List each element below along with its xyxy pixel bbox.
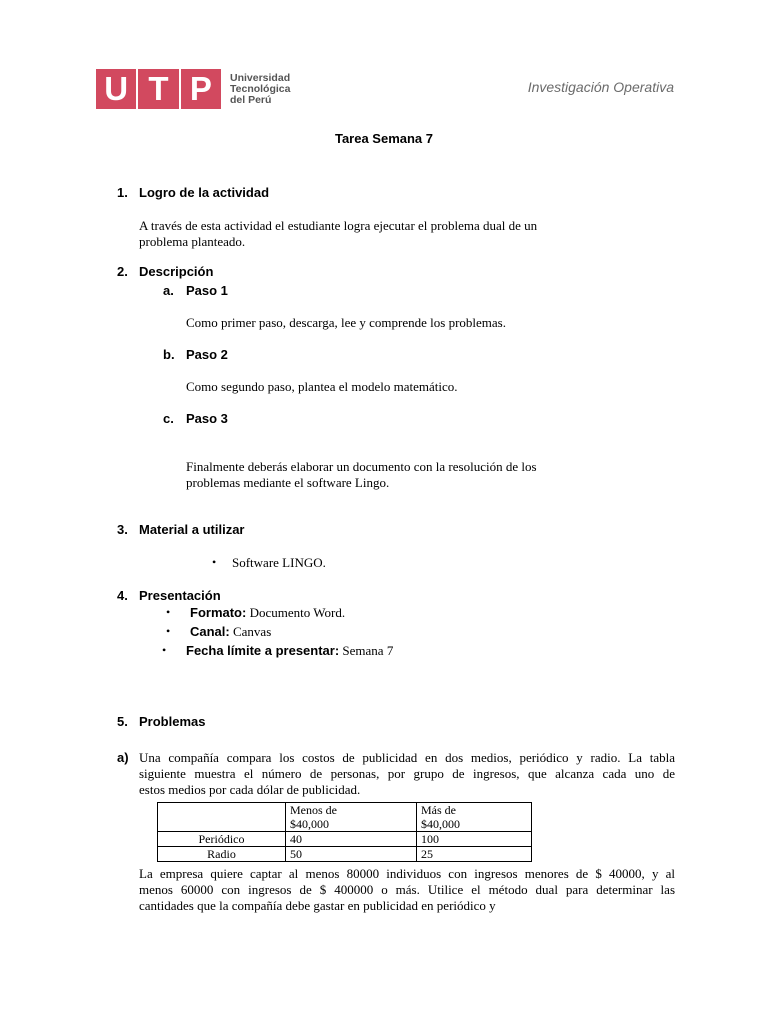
text-line: siguiente muestra el número de personas, por grupo de ingresos, que alcanza cada uno de xyxy=(139,766,675,781)
channel-value: Canvas xyxy=(229,624,272,639)
table-header-row xyxy=(158,803,532,832)
table-header-cell xyxy=(286,803,417,832)
document-title: Tarea Semana 7 xyxy=(334,131,434,146)
logo-text-line: del Perú xyxy=(230,93,272,106)
table-cell: 100 xyxy=(417,832,532,847)
channel-label: Canal: xyxy=(190,624,230,639)
material-item: Software LINGO. xyxy=(232,555,326,570)
section-5-title: Problemas xyxy=(139,714,206,729)
section-1-text xyxy=(139,218,537,250)
section-2-title: Descripción xyxy=(139,264,214,279)
logo-block xyxy=(96,69,221,109)
step-b-title: Paso 2 xyxy=(186,347,228,362)
table-cell: Radio xyxy=(158,847,286,862)
bullet-icon: • xyxy=(212,555,217,569)
bullet-icon: • xyxy=(162,643,167,657)
bullet-icon: • xyxy=(166,624,171,638)
logo-letter-u: U xyxy=(104,70,129,107)
deadline-value: Semana 7 xyxy=(339,643,394,658)
table-header-cell xyxy=(158,803,286,832)
table-row xyxy=(158,832,532,847)
text-line: Finalmente deberás elaborar un documento con la resolución de los xyxy=(186,459,537,474)
section-1-number: 1. xyxy=(117,185,128,200)
step-c-title: Paso 3 xyxy=(186,411,228,426)
step-a-letter: a. xyxy=(163,283,174,298)
text-line: problema planteado. xyxy=(139,234,246,249)
text-line: La empresa quiere captar al menos 80000 individuos con ingresos menores de $ 40000, y al xyxy=(139,866,675,881)
format-value: Documento Word. xyxy=(246,605,346,620)
problem-a-intro xyxy=(139,750,675,798)
section-5-number: 5. xyxy=(117,714,128,729)
text-line: menos 60000 con ingresos de $ 400000 o más. Utilice el método dual para determinar las xyxy=(139,882,675,897)
logo-text-line: Universidad xyxy=(230,71,291,84)
step-b-text: Como segundo paso, plantea el modelo matemático. xyxy=(186,379,458,394)
course-name: Investigación Operativa xyxy=(527,79,674,95)
step-b-letter: b. xyxy=(163,347,175,362)
media-reach-table xyxy=(157,802,532,862)
section-1-title: Logro de la actividad xyxy=(139,185,270,200)
logo-letter-p: P xyxy=(189,70,212,107)
format-label: Formato: xyxy=(190,605,247,620)
text-line: problemas mediante el software Lingo. xyxy=(186,475,390,490)
text-line: cantidades que la compañía debe gastar en publicidad en periódico y xyxy=(139,898,496,913)
presentation-channel xyxy=(190,624,271,640)
step-a-text: Como primer paso, descarga, lee y comprende los problemas. xyxy=(186,315,506,330)
section-4-title: Presentación xyxy=(139,588,221,603)
logo-wordmark xyxy=(230,73,290,106)
step-c-letter: c. xyxy=(163,411,174,426)
step-a-title: Paso 1 xyxy=(186,283,228,298)
presentation-deadline xyxy=(186,643,393,659)
text-line: estos medios por cada dólar de publicidad. xyxy=(139,782,361,797)
table-cell: 40 xyxy=(286,832,417,847)
section-3-number: 3. xyxy=(117,522,128,537)
text-line: Una compañía compara los costos de publicidad en dos medios, periódico y radio. La tabla xyxy=(139,750,675,765)
header-text: Menos de $40,000 xyxy=(290,803,337,831)
header-text: Más de $40,000 xyxy=(421,803,460,831)
step-c-text xyxy=(186,459,537,491)
table-header-cell xyxy=(417,803,532,832)
bullet-icon: • xyxy=(166,605,171,619)
section-2-number: 2. xyxy=(117,264,128,279)
logo-text-line: Tecnológica xyxy=(230,82,291,95)
table-cell: 50 xyxy=(286,847,417,862)
text-line: A través de esta actividad el estudiante logra ejecutar el problema dual de un xyxy=(139,218,538,233)
presentation-format xyxy=(190,605,345,621)
section-4-number: 4. xyxy=(117,588,128,603)
utp-logo xyxy=(96,69,290,109)
table-row xyxy=(158,847,532,862)
problem-a-label: a) xyxy=(117,750,129,765)
section-3-title: Material a utilizar xyxy=(139,522,245,537)
table-cell: Periódico xyxy=(158,832,286,847)
deadline-label: Fecha límite a presentar: xyxy=(186,643,340,658)
problem-a-body xyxy=(139,866,675,914)
logo-letter-t: T xyxy=(148,70,169,107)
table-cell: 25 xyxy=(417,847,532,862)
